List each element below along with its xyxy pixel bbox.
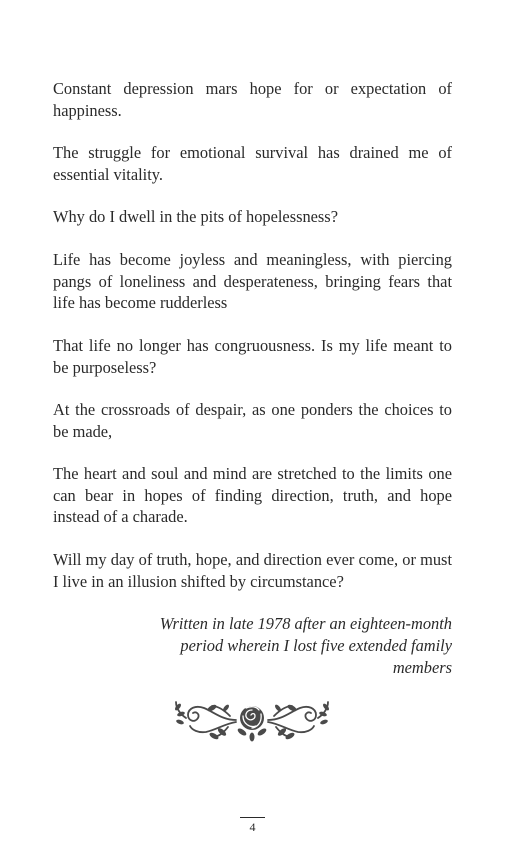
rose-flourish-divider-icon: [170, 694, 334, 744]
page-number: 4: [249, 820, 256, 834]
page-number-rule: [240, 817, 265, 818]
poem-paragraph-1: Constant depression mars hope for or expectation of happiness.: [53, 79, 452, 120]
poem-paragraph-2: The struggle for emotional survival has drained me of essential vitality.: [53, 143, 452, 184]
poem-paragraph-6: At the crossroads of despair, as one ponders the choices to be made,: [53, 400, 452, 441]
poem-paragraph-7: The heart and soul and mind are stretched to the limits one can bear in hopes of finding direction, truth, and hope instead of a charade.: [53, 464, 452, 527]
poem-paragraph-4: Life has become joyless and meaningless, with piercing pangs of loneliness and desperateness, bringing fears that life has become rudderless: [53, 250, 452, 313]
poem-paragraph-8: Will my day of truth, hope, and direction ever come, or must I live in an illusion shifted by circumstance?: [53, 550, 452, 591]
dedication-caption: Written in late 1978 after an eighteen-month period wherein I lost five extended family members: [159, 614, 452, 677]
poem-paragraph-5: That life no longer has congruousness. Is my life meant to be purposeless?: [53, 336, 452, 377]
poem-paragraph-3: Why do I dwell in the pits of hopelessness?: [53, 207, 338, 226]
